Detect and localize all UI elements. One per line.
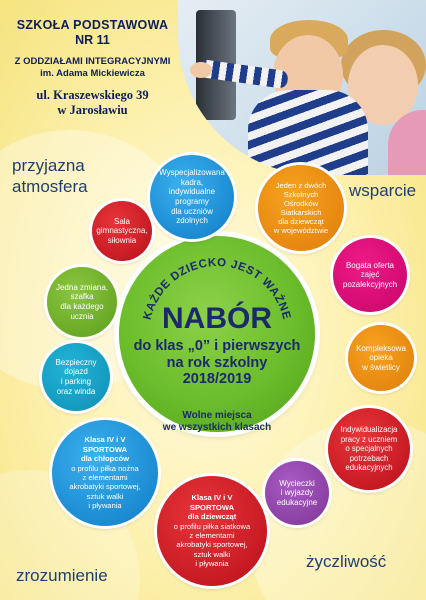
bubble-klasa-sportowa-chlopcy bbox=[52, 420, 158, 526]
bubble-text: programy bbox=[175, 197, 209, 206]
bubble-heading: Klasa IV i V bbox=[84, 435, 126, 445]
free-places-line2: we wszystkich klasach bbox=[162, 422, 272, 433]
school-city: w Jarosławiu bbox=[57, 103, 128, 117]
bubble-text: z elementami bbox=[189, 531, 235, 540]
enrollment-title: NABÓR bbox=[162, 302, 272, 335]
school-name: SZKOŁA PODSTAWOWA bbox=[16, 18, 169, 32]
word-zrozumienie: zrozumienie bbox=[16, 566, 108, 585]
school-street: ul. Kraszewskiego 39 bbox=[36, 88, 149, 102]
bubble-text: o specjalnych bbox=[345, 444, 393, 454]
word-wsparcie: wsparcie bbox=[349, 181, 417, 200]
bubble-text: zajęć bbox=[360, 270, 380, 280]
children-at-computer-photo bbox=[178, 0, 426, 175]
bubble-text: o profilu piłka nożna bbox=[71, 463, 139, 473]
bubble-text: akrobatyki sportowej, bbox=[176, 540, 248, 550]
bubble-heading: SPORTOWA bbox=[82, 444, 128, 454]
bubble-osrodek-siatkarski bbox=[258, 165, 344, 251]
bubble-opieka-swietlica bbox=[348, 325, 414, 391]
bubble-text: Wyspecjalizowana bbox=[159, 168, 225, 178]
bubble-text: Siatkarskich bbox=[280, 208, 322, 217]
bubble-text: Wycieczki bbox=[279, 478, 315, 488]
bubble-text: opieka bbox=[369, 353, 393, 363]
school-patron: im. Adama Mickiewicza bbox=[40, 68, 145, 79]
enrollment-school-year-label: na rok szkolny bbox=[166, 354, 268, 371]
bubble-heading: dla chłopców bbox=[80, 454, 130, 464]
bubble-indywidualizacja bbox=[328, 408, 410, 490]
bubble-text: z elementami bbox=[82, 473, 128, 482]
bubble-text: i pływania bbox=[195, 559, 229, 569]
bubble-text: ucznia bbox=[70, 311, 94, 321]
bubble-text: gimnastyczna, bbox=[96, 226, 148, 236]
bubble-text: Bezpieczny bbox=[55, 357, 97, 367]
bubble-text: pozalekcyjnych bbox=[342, 279, 398, 289]
bubble-text: potrzebach bbox=[349, 453, 389, 463]
bubble-text: dla dziewcząt bbox=[278, 217, 324, 226]
bubble-text: w województwie bbox=[273, 226, 329, 235]
bubble-text: szafka bbox=[70, 292, 94, 302]
enrollment-school-year: 2018/2019 bbox=[182, 371, 252, 387]
bubble-wycieczki bbox=[265, 461, 329, 525]
bubble-heading: SPORTOWA bbox=[189, 502, 235, 512]
bubble-text: dla uczniów bbox=[171, 206, 213, 216]
bubble-bezpieczny-dojazd bbox=[42, 343, 110, 411]
boy-hand bbox=[190, 62, 212, 78]
bubble-text: Bogata oferta bbox=[345, 260, 395, 270]
school-integration: Z ODDZIAŁAMI INTEGRACYJNYMI bbox=[14, 56, 171, 67]
bubble-text: edukacyjne bbox=[276, 497, 318, 507]
bubble-text: Jedna zmiana, bbox=[55, 282, 109, 292]
bubble-text: indywidualne bbox=[168, 187, 216, 197]
bubble-sala-gimnastyczna bbox=[92, 201, 152, 261]
bubble-text: Indywidualizacja bbox=[340, 425, 398, 435]
enrollment-classes: do klas „0” i pierwszych bbox=[133, 338, 301, 354]
bubble-text: Sala bbox=[113, 216, 130, 226]
word-zyczliwosc: życzliwość bbox=[306, 552, 387, 571]
main-enrollment-circle bbox=[119, 236, 315, 432]
bubble-text: zdolnych bbox=[176, 216, 208, 226]
bubble-text: akrobatyki sportowej, bbox=[69, 482, 141, 492]
bubble-text: i wyjazdy bbox=[280, 488, 314, 498]
bubble-klasa-sportowa-dziewczeta bbox=[157, 476, 267, 586]
bubble-oferta-zajec bbox=[333, 238, 407, 312]
enrollment-subtitle bbox=[119, 338, 315, 388]
word-przyjazna: przyjazna bbox=[12, 156, 85, 175]
bubble-text: edukacyjnych bbox=[345, 463, 393, 473]
free-places-line1: Wolne miejsca bbox=[182, 410, 252, 421]
bubble-text: siłownia bbox=[107, 235, 137, 245]
bubble-heading: dla dziewcząt bbox=[187, 512, 237, 522]
bubble-text: Jeden z dwóch bbox=[275, 181, 327, 190]
bubble-text: sztuk walki bbox=[193, 549, 231, 559]
bubble-text: pracy z uczniem bbox=[340, 434, 398, 444]
bubble-heading: Klasa IV i V bbox=[191, 493, 233, 503]
bubble-text: oraz winda bbox=[56, 386, 96, 396]
bubble-text: i pływania bbox=[88, 501, 122, 511]
bubble-jedna-zmiana bbox=[47, 267, 117, 337]
bubble-text: w świetlicy bbox=[362, 362, 400, 372]
bubble-text: Kompleksowa bbox=[356, 343, 406, 353]
arc-slogan-text: KAŻDE DZIECKO JEST WAŻNE bbox=[141, 256, 293, 322]
school-number: NR 11 bbox=[75, 33, 110, 47]
bubble-text: Ośrodków bbox=[283, 199, 319, 208]
bubble-text: sztuk walki bbox=[86, 491, 124, 501]
bubble-text: Szkolnych bbox=[283, 190, 319, 199]
bubble-text: i parking bbox=[60, 377, 92, 386]
bubble-text: kadra, bbox=[180, 177, 204, 187]
free-places-note bbox=[119, 410, 315, 434]
word-atmosfera: atmosfera bbox=[12, 177, 88, 196]
bubble-text: o profilu piłka siatkowa bbox=[173, 521, 251, 531]
school-header bbox=[0, 18, 185, 118]
bubble-text: dojazd bbox=[64, 367, 88, 377]
bubble-text: dla każdego bbox=[60, 302, 104, 311]
boy-shirt bbox=[248, 90, 368, 175]
bubble-kadra bbox=[150, 155, 234, 239]
